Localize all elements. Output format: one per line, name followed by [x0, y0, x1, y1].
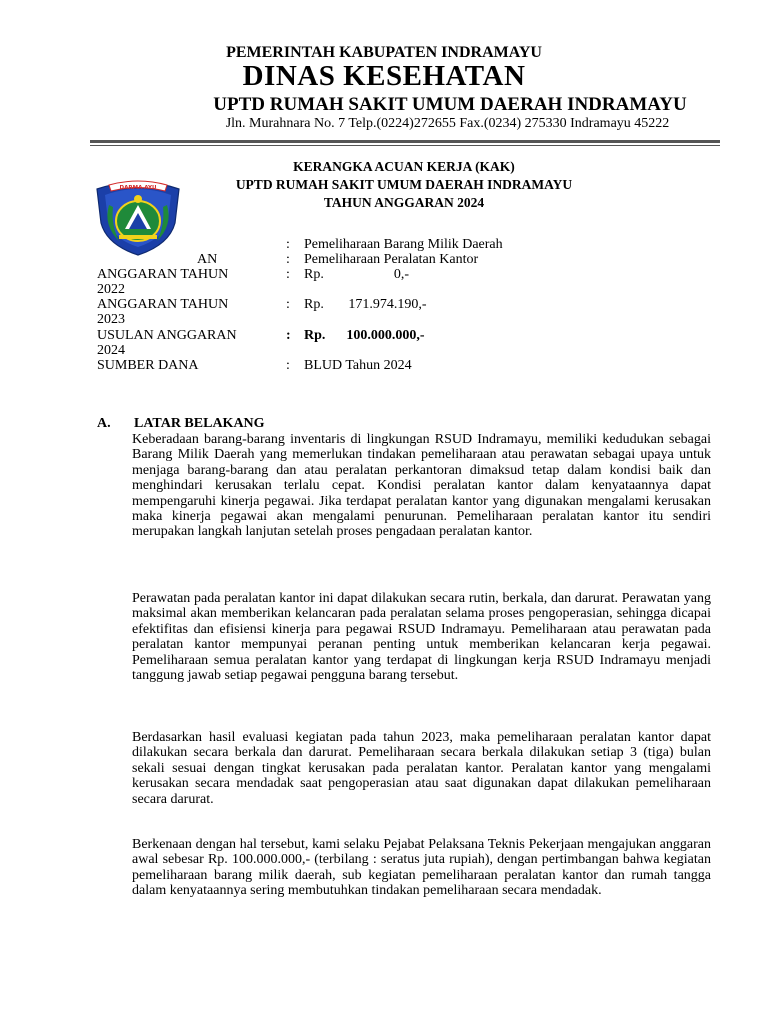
info-label: ANGGARAN TAHUN 2023 — [97, 297, 229, 327]
info-value: Rp. 171.974.190,- — [304, 297, 427, 312]
info-label: SUMBER DANA — [97, 358, 199, 373]
info-colon: : — [286, 237, 290, 252]
info-value: Rp. 100.000.000,- — [304, 328, 425, 343]
letterhead-address: Jln. Murahnara No. 7 Telp.(0224)272655 Fax.(0234) 275330 Indramayu 45222 — [225, 116, 670, 131]
section-title: LATAR BELAKANG — [134, 416, 265, 431]
paragraph: Perawatan pada peralatan kantor ini dapat dilakukan secara rutin, berkala, dan darurat. Perawatan yang maksimal akan memberikan kelancaran pada peralatan selama proses pengoperasian, sehingga dicapai efektifitas dan efisiensi kinerja para pegawai RSUD Indramayu. Pemeliharaan atau perawatan pada peralatan kantor mempunyai peranan penting untuk memberikan kelancaran kerja pegawai. Pemeliharaan semua peralatan kantor yang terdapat di lingkungan kerja RSUD Indramayu menjadi tanggung jawab setiap pegawai pengguna barang tersebut. — [132, 591, 711, 684]
info-colon: : — [286, 358, 290, 373]
document-subtitle-institution: UPTD RUMAH SAKIT UMUM DAERAH INDRAMAYU — [235, 177, 573, 192]
info-label: USULAN ANGGARAN 2024 — [97, 328, 237, 358]
info-colon: : — [286, 328, 291, 343]
letterhead-rule-thin — [90, 145, 720, 146]
info-colon: : — [286, 297, 290, 312]
letterhead-rule-thick — [90, 140, 720, 143]
info-colon: : — [286, 252, 290, 267]
paragraph: Keberadaan barang-barang inventaris di lingkungan RSUD Indramayu, memiliki kedudukan sebagai Barang Milik Daerah yang memerlukan tindakan pemeliharaan atau perawatan sebagai upaya untuk menjaga barang-barang dan atau peralatan perkantoran dimaksud tetap dalam kondisi baik dan menghindari kerusakan terlalu cepat. Kondisi peralatan kantor dalam kenyataannya dapat mempengaruhi kinerja pegawai. Jika terdapat peralatan kantor yang digunakan mengalami kerusakan maka kinerja pegawai akan mengalami penurunan. Pemeliharaan peralatan kantor itu sendiri merupakan langkah lanjutan setelah proses pengadaan peralatan kantor. — [132, 432, 711, 540]
info-label: ANGGARAN TAHUN 2022 — [97, 267, 229, 297]
paragraph: Berdasarkan hasil evaluasi kegiatan pada tahun 2023, maka pemeliharaan peralatan kantor dapat dilakukan secara berkala dan darurat. Pemeliharaan secara berkala dilakukan setiap 3 (tiga) bulan sekali sesuai dengan tingkat kerusakan pada peralatan kantor. Peralatan kantor yang mengalami kerusakan secara mendadak saat pengoperasian atau saat digunakan dapat dilakukan pemeliharaan secara darurat. — [132, 730, 711, 807]
document-title: KERANGKA ACUAN KERJA (KAK) — [293, 159, 515, 174]
info-value: Pemeliharaan Barang Milik Daerah — [304, 237, 503, 252]
info-value: BLUD Tahun 2024 — [304, 358, 412, 373]
document-subtitle-year: TAHUN ANGGARAN 2024 — [323, 195, 485, 210]
letterhead-government: PEMERINTAH KABUPATEN INDRAMAYU — [226, 44, 542, 61]
letterhead-hospital: UPTD RUMAH SAKIT UMUM DAERAH INDRAMAYU — [213, 94, 687, 115]
emblem-banner: DARMA AYU — [119, 185, 157, 191]
info-value: Rp. 0,- — [304, 267, 409, 282]
letterhead-agency: DINAS KESEHATAN — [242, 60, 526, 92]
section-number: A. — [97, 416, 111, 431]
info-label: AN — [197, 252, 218, 267]
paragraph: Berkenaan dengan hal tersebut, kami selaku Pejabat Pelaksana Teknis Pekerjaan mengajukan anggaran awal sebesar Rp. 100.000.000,- (terbilang : seratus juta rupiah), dengan pertimbangan bahwa kegiatan pemeliharaan barang milik daerah, sub kegiatan pemeliharaan peralatan kantor dan rumah tangga dalam kenyataannya sering membutuhkan tindakan pemeliharaan secara mendadak. — [132, 837, 711, 899]
info-value: Pemeliharaan Peralatan Kantor — [304, 252, 479, 267]
info-colon: : — [286, 267, 290, 282]
